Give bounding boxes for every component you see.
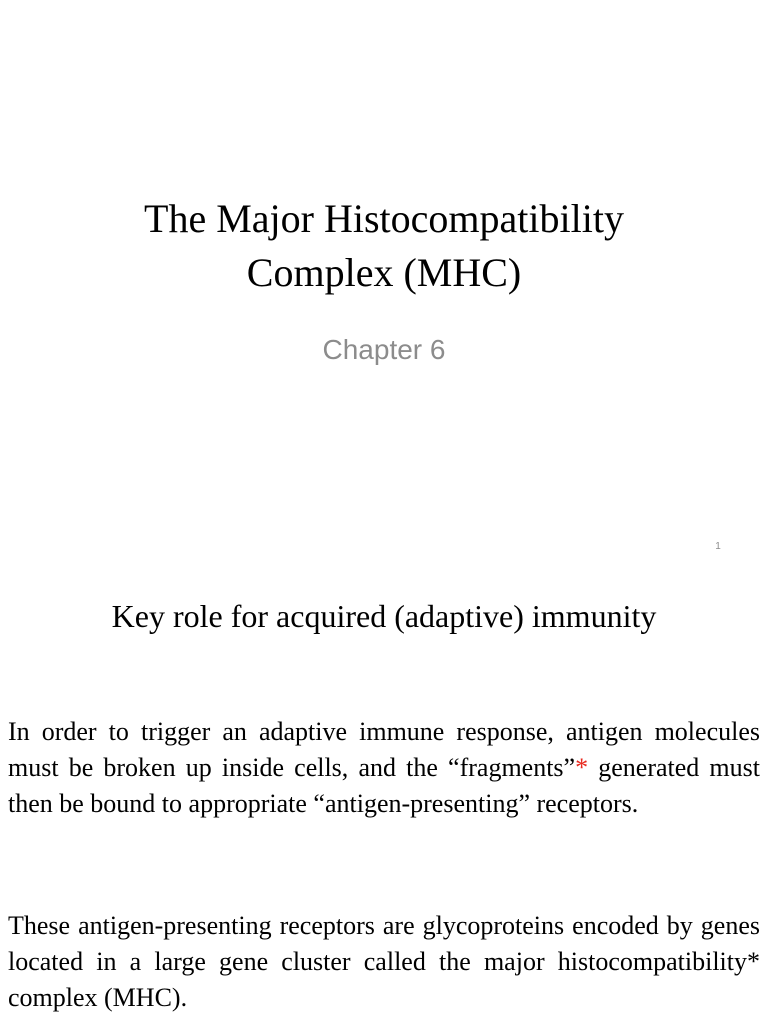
slide-title [0, 192, 768, 300]
paragraph-mhc-definition: These antigen-presenting receptors are glycoproteins encoded by genes located in a large gene cluster called the major histocompatibility* complex (MHC). [8, 911, 760, 1012]
page-number: 1 [715, 541, 721, 552]
paragraph-1-text-end: generated must then be bound to appropriate “antigen-presenting” receptors. [8, 753, 760, 818]
slide-title-line-2: Complex (MHC) [246, 250, 522, 295]
footnote-asterisk: * [575, 753, 589, 782]
paragraph-1-text-start: In order to trigger an adaptive immune response, antigen molecules must be broken up inside cells, and the “fragments” [8, 717, 760, 782]
slide-title-line-1: The Major Histocompatibility [144, 196, 624, 241]
section-heading: Key role for acquired (adaptive) immunity [111, 598, 657, 634]
paragraph-antigen-fragments [8, 714, 760, 822]
slide-subtitle: Chapter 6 [322, 334, 446, 365]
